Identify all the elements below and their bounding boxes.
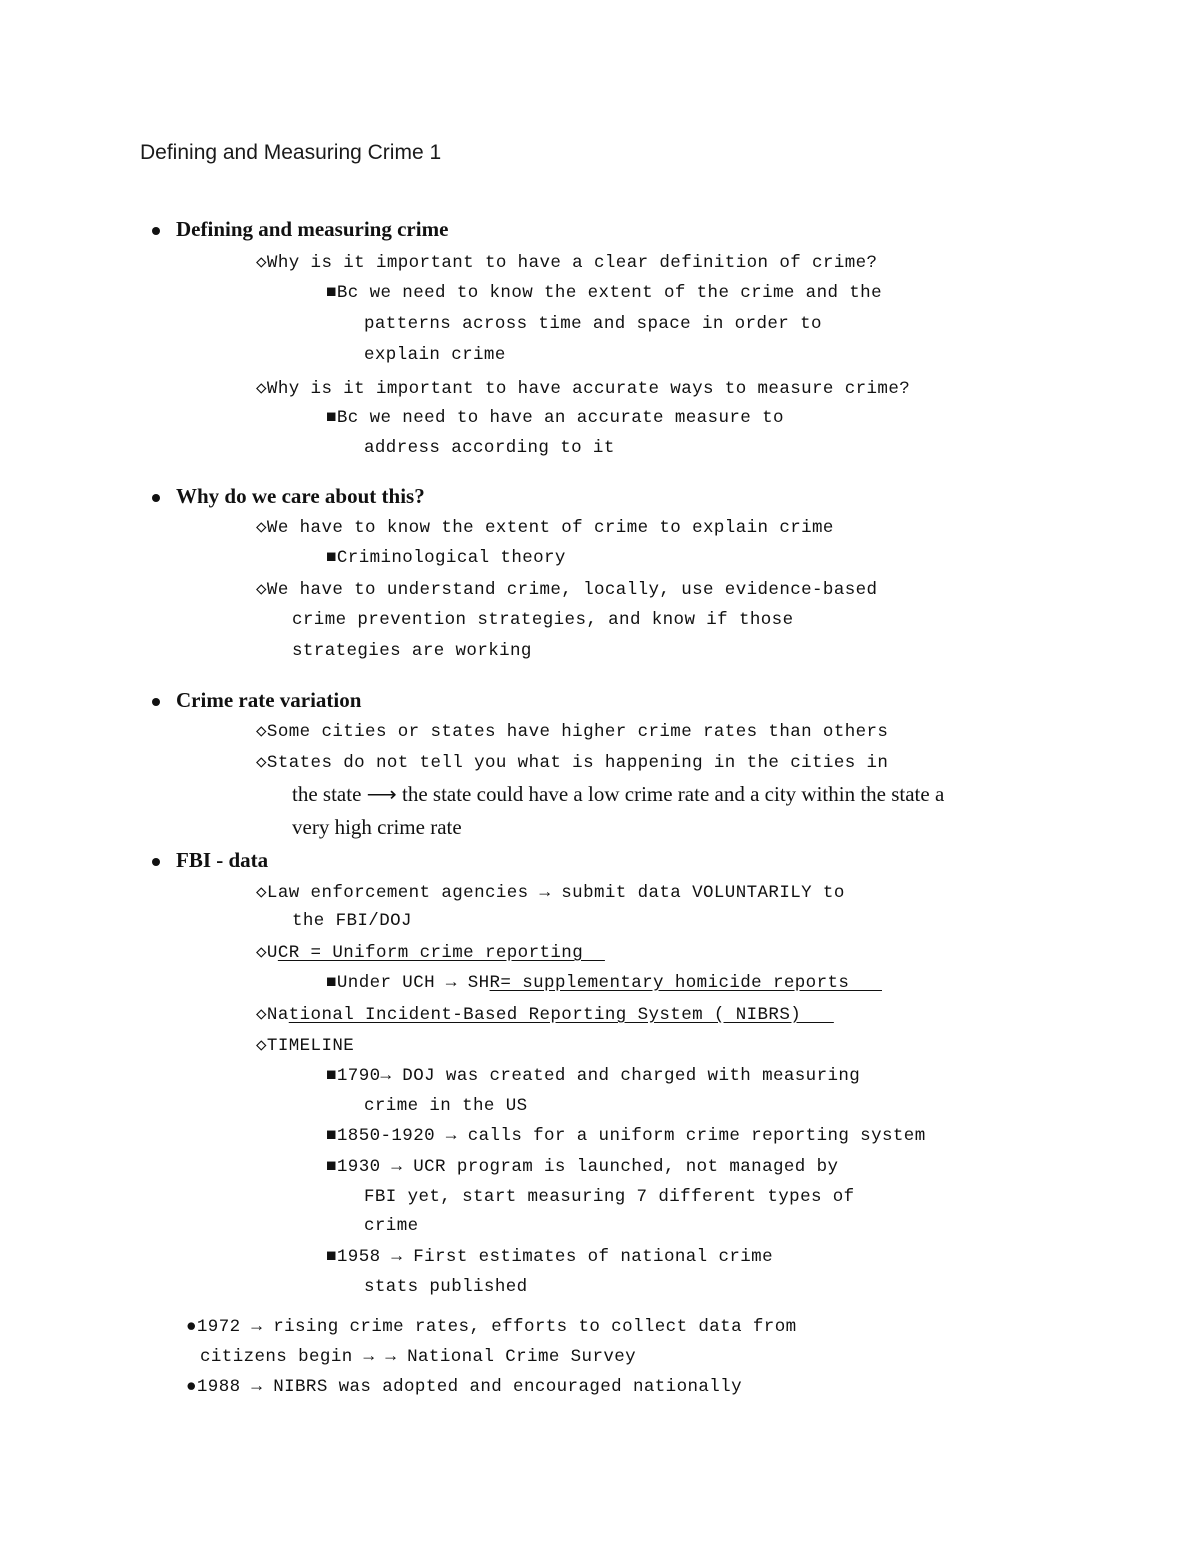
bullet-dot xyxy=(152,698,160,706)
extra-item: citizens begin → → National Crime Survey xyxy=(200,1347,637,1367)
answer-line: ■Bc we need to have an accurate measure to xyxy=(326,408,784,428)
answer-line: address according to it xyxy=(364,438,615,458)
timeline-item: ■1930 → UCR program is launched, not managed by xyxy=(326,1157,839,1177)
shr-prefix: ■Under UCH → SH xyxy=(326,973,490,993)
bullet-dot xyxy=(152,858,160,866)
ucr-underlined: CR = Uniform crime reporting xyxy=(277,943,605,963)
point-line: the FBI/DOJ xyxy=(292,911,412,931)
nibrs-line xyxy=(256,1004,834,1025)
point-line: crime prevention strategies, and know if those xyxy=(292,610,794,630)
timeline-item: ■1790→ DOJ was created and charged with measuring xyxy=(326,1066,861,1086)
bullet-dot xyxy=(152,227,160,235)
point-line: ◇We have to know the extent of crime to explain crime xyxy=(256,518,834,538)
extra-item: ●1972 → rising crime rates, efforts to collect data from xyxy=(186,1317,797,1337)
section-heading: FBI - data xyxy=(176,848,269,872)
point-line: ◇States do not tell you what is happening in the cities in xyxy=(256,753,889,773)
question-line: ◇Why is it important to have a clear definition of crime? xyxy=(256,253,878,273)
ucr-line xyxy=(256,942,605,963)
point-line: very high crime rate xyxy=(292,815,462,839)
section-heading: Defining and measuring crime xyxy=(176,217,449,241)
section-heading: Crime rate variation xyxy=(176,688,362,712)
answer-line: explain crime xyxy=(364,345,506,365)
extra-item: ●1988 → NIBRS was adopted and encouraged nationally xyxy=(186,1377,742,1397)
timeline-item: crime xyxy=(364,1216,419,1236)
point-line: strategies are working xyxy=(292,641,532,661)
answer-line: patterns across time and space in order to xyxy=(364,314,822,334)
ucr-prefix: ◇U xyxy=(256,943,278,963)
timeline-item: ■1850-1920 → calls for a uniform crime reporting system xyxy=(326,1126,926,1146)
timeline-label: ◇TIMELINE xyxy=(256,1036,355,1056)
sub-point-line: ■Criminological theory xyxy=(326,548,566,568)
point-line: ◇Law enforcement agencies → submit data VOLUNTARILY to xyxy=(256,883,845,903)
timeline-item: ■1958 → First estimates of national crime xyxy=(326,1247,773,1267)
question-line: ◇Why is it important to have accurate ways to measure crime? xyxy=(256,379,911,399)
point-line: ◇Some cities or states have higher crime rates than others xyxy=(256,722,889,742)
nibrs-underlined: tional Incident-Based Reporting System ( NIBRS) xyxy=(288,1005,834,1025)
bullet-dot xyxy=(152,494,160,502)
point-line: ◇We have to understand crime, locally, use evidence-based xyxy=(256,580,878,600)
shr-underlined: R= supplementary homicide reports xyxy=(489,973,882,993)
section-heading: Why do we care about this? xyxy=(176,484,425,508)
timeline-item: crime in the US xyxy=(364,1096,528,1116)
shr-line xyxy=(326,973,882,993)
timeline-item: stats published xyxy=(364,1277,528,1297)
timeline-item: FBI yet, start measuring 7 different types of xyxy=(364,1187,855,1207)
nibrs-prefix: ◇Na xyxy=(256,1005,289,1025)
page-title: Defining and Measuring Crime 1 xyxy=(140,141,442,164)
answer-line: ■Bc we need to know the extent of the crime and the xyxy=(326,283,882,303)
point-line: the state ⟶ the state could have a low crime rate and a city within the state a xyxy=(292,782,945,806)
